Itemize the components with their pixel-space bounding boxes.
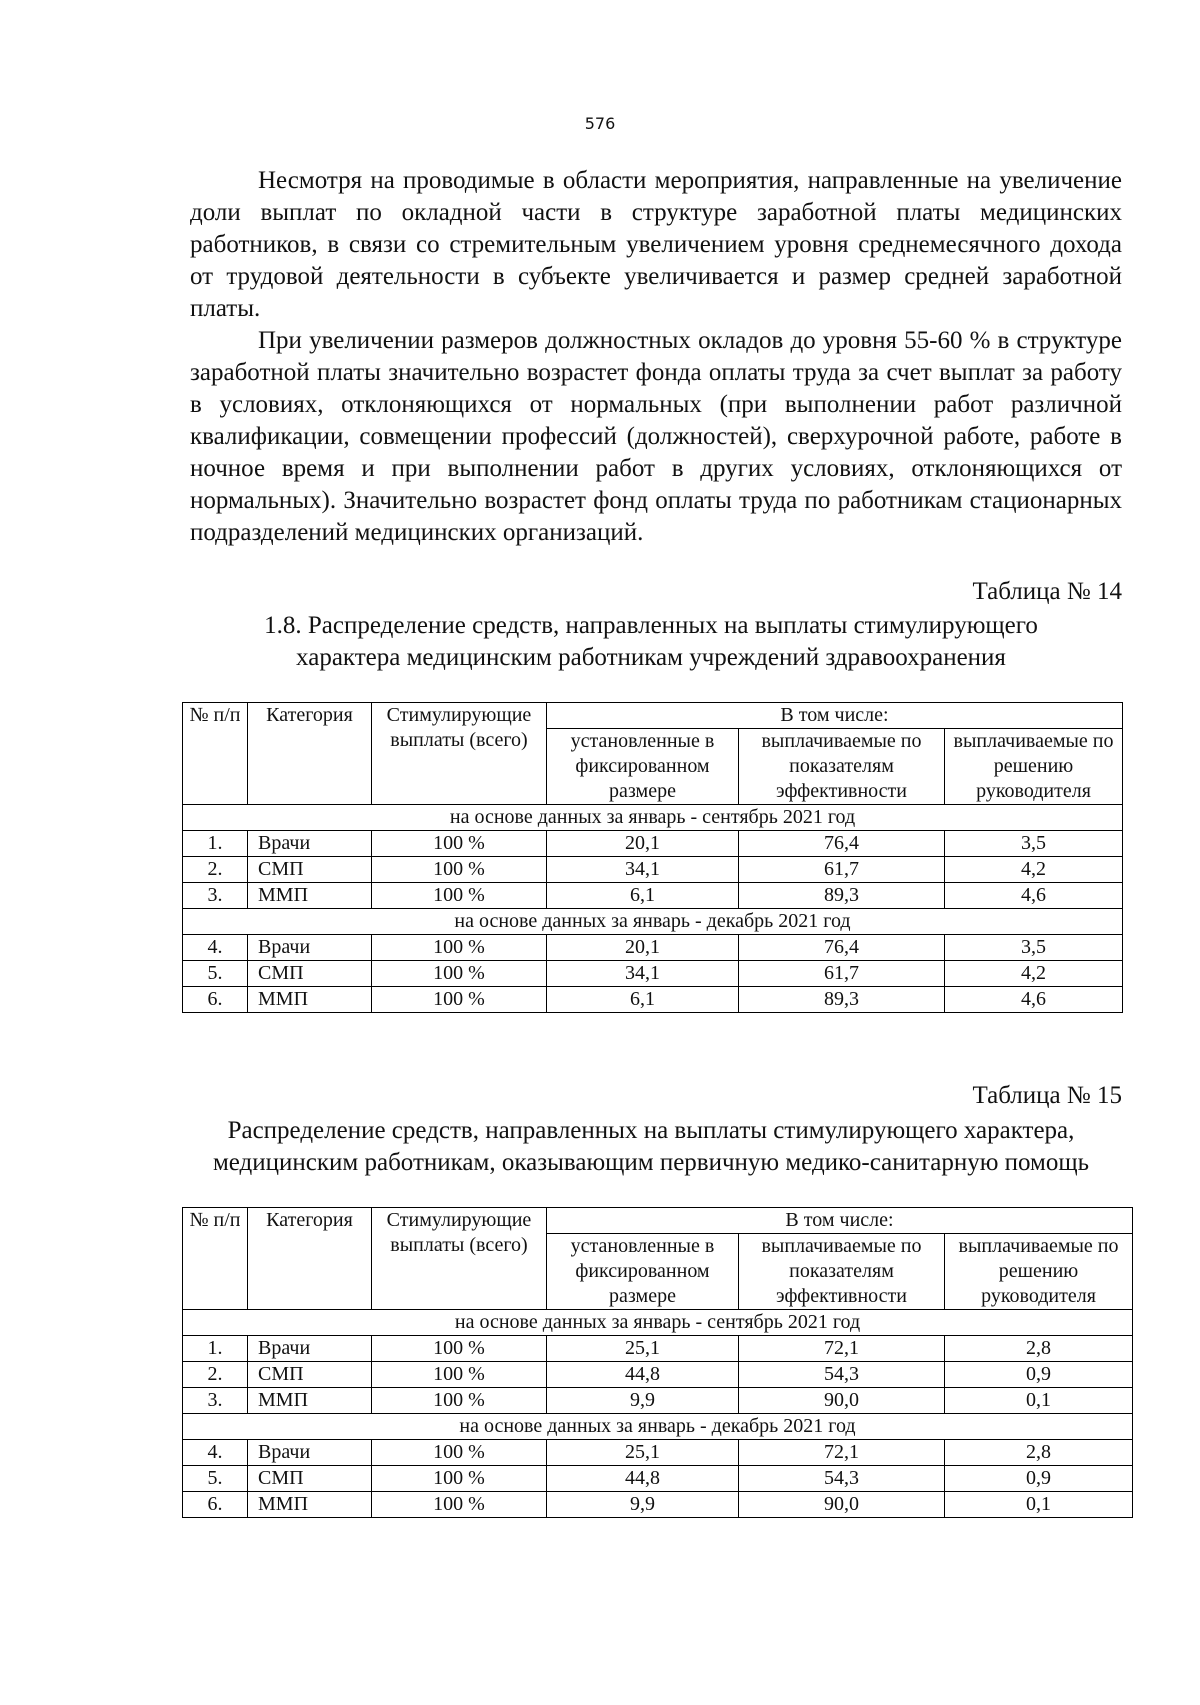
table-row [183, 1388, 1133, 1414]
cell-category: ММП [248, 883, 372, 909]
cell-total: 100 % [372, 883, 547, 909]
cell-efficiency: 54,3 [739, 1466, 945, 1492]
cell-manager: 3,5 [945, 935, 1123, 961]
cell-manager: 0,9 [945, 1362, 1133, 1388]
section-label: на основе данных за январь - декабрь 2021 год [183, 1414, 1133, 1440]
cell-fixed: 44,8 [547, 1466, 739, 1492]
cell-category: СМП [248, 857, 372, 883]
cell-fixed: 9,9 [547, 1492, 739, 1518]
table-15-number: Таблица № 15 [972, 1082, 1122, 1109]
section-label: на основе данных за январь - сентябрь 2021 год [183, 1310, 1133, 1336]
cell-total: 100 % [372, 935, 547, 961]
header-num: № п/п [183, 1208, 248, 1310]
cell-num: 3. [183, 883, 248, 909]
cell-num: 6. [183, 1492, 248, 1518]
header-efficiency: выплачиваемые по показателям эффективности [739, 729, 945, 805]
body-text [190, 165, 1122, 549]
cell-efficiency: 72,1 [739, 1336, 945, 1362]
table-row [183, 1492, 1133, 1518]
cell-manager: 0,9 [945, 1466, 1133, 1492]
cell-manager: 4,2 [945, 857, 1123, 883]
cell-manager: 0,1 [945, 1388, 1133, 1414]
cell-fixed: 25,1 [547, 1336, 739, 1362]
cell-fixed: 34,1 [547, 961, 739, 987]
cell-total: 100 % [372, 1362, 547, 1388]
table-row [183, 987, 1123, 1013]
header-including: В том числе: [547, 1208, 1133, 1234]
table-14 [182, 702, 1123, 1013]
cell-efficiency: 54,3 [739, 1362, 945, 1388]
cell-efficiency: 90,0 [739, 1492, 945, 1518]
cell-fixed: 25,1 [547, 1440, 739, 1466]
header-fixed: установленные в фиксированном размере [547, 1234, 739, 1310]
cell-fixed: 6,1 [547, 987, 739, 1013]
cell-manager: 3,5 [945, 831, 1123, 857]
cell-category: СМП [248, 1466, 372, 1492]
table-14-title-line-1: 1.8. Распределение средств, направленных на выплаты стимулирующего [264, 612, 1038, 639]
cell-num: 1. [183, 831, 248, 857]
cell-manager: 0,1 [945, 1492, 1133, 1518]
table-row [183, 857, 1123, 883]
table-14-title [180, 610, 1122, 674]
cell-fixed: 20,1 [547, 935, 739, 961]
table-15 [182, 1207, 1133, 1518]
cell-total: 100 % [372, 987, 547, 1013]
table-row [183, 1362, 1133, 1388]
cell-category: Врачи [248, 831, 372, 857]
cell-category: СМП [248, 961, 372, 987]
cell-num: 1. [183, 1336, 248, 1362]
table-row [183, 1440, 1133, 1466]
cell-efficiency: 76,4 [739, 935, 945, 961]
section-row [183, 805, 1123, 831]
cell-total: 100 % [372, 1388, 547, 1414]
cell-total: 100 % [372, 1336, 547, 1362]
header-efficiency: выплачиваемые по показателям эффективности [739, 1234, 945, 1310]
cell-total: 100 % [372, 831, 547, 857]
section-row [183, 909, 1123, 935]
page-number: 576 [584, 114, 616, 133]
cell-num: 5. [183, 1466, 248, 1492]
table-row [183, 935, 1123, 961]
section-label: на основе данных за январь - сентябрь 2021 год [183, 805, 1123, 831]
header-total: Стимулирующие выплаты (всего) [372, 1208, 547, 1310]
cell-num: 3. [183, 1388, 248, 1414]
cell-category: Врачи [248, 935, 372, 961]
cell-manager: 2,8 [945, 1336, 1133, 1362]
cell-category: СМП [248, 1362, 372, 1388]
header-num: № п/п [183, 703, 248, 805]
table-15-body [183, 1310, 1133, 1518]
table-row [183, 1336, 1133, 1362]
cell-total: 100 % [372, 1440, 547, 1466]
cell-category: ММП [248, 987, 372, 1013]
paragraph-2: При увеличении размеров должностных окладов до уровня 55-60 % в структуре заработной платы значительно возрастет фонда оплаты труда за счет выплат за работу в условиях, отклоняющихся от нормальных (при выполнении работ различной квалификации, совмещении профессий (должностей), сверхурочной работе, работе в ночное время и при выполнении работ в других условиях, отклоняющихся от нормальных). Значительно возрастет фонд оплаты труда по работникам стационарных подразделений медицинских организаций. [190, 327, 1122, 546]
cell-fixed: 34,1 [547, 857, 739, 883]
cell-manager: 2,8 [945, 1440, 1133, 1466]
section-row [183, 1310, 1133, 1336]
cell-manager: 4,6 [945, 987, 1123, 1013]
section-row [183, 1414, 1133, 1440]
cell-num: 2. [183, 857, 248, 883]
table-row [183, 883, 1123, 909]
header-manager: выплачиваемые по решению руководителя [945, 729, 1123, 805]
paragraph-1: Несмотря на проводимые в области мероприятия, направленные на увеличение доли выплат по окладной части в структуре заработной платы медицинских работников, в связи со стремительным увеличением уровня среднемесячного дохода от трудовой деятельности в субъекте увеличивается и размер средней заработной платы. [190, 167, 1122, 322]
table-15-title-line-2: медицинским работникам, оказывающим первичную медико-санитарную помощь [212, 1149, 1090, 1176]
cell-total: 100 % [372, 857, 547, 883]
table-14-number: Таблица № 14 [972, 578, 1122, 605]
header-category: Категория [248, 1208, 372, 1310]
header-category: Категория [248, 703, 372, 805]
cell-num: 4. [183, 1440, 248, 1466]
cell-fixed: 9,9 [547, 1388, 739, 1414]
section-label: на основе данных за январь - декабрь 2021 год [183, 909, 1123, 935]
table-15-title [180, 1115, 1122, 1179]
cell-efficiency: 72,1 [739, 1440, 945, 1466]
cell-category: ММП [248, 1388, 372, 1414]
cell-fixed: 44,8 [547, 1362, 739, 1388]
header-total: Стимулирующие выплаты (всего) [372, 703, 547, 805]
cell-num: 6. [183, 987, 248, 1013]
table-row [183, 831, 1123, 857]
cell-num: 2. [183, 1362, 248, 1388]
cell-manager: 4,2 [945, 961, 1123, 987]
table-14-title-line-2: характера медицинским работникам учреждений здравоохранения [296, 644, 1006, 671]
cell-total: 100 % [372, 1466, 547, 1492]
cell-category: Врачи [248, 1440, 372, 1466]
cell-category: ММП [248, 1492, 372, 1518]
cell-efficiency: 76,4 [739, 831, 945, 857]
cell-manager: 4,6 [945, 883, 1123, 909]
cell-efficiency: 89,3 [739, 987, 945, 1013]
table-15-title-line-1: Распределение средств, направленных на выплаты стимулирующего характера, [227, 1117, 1075, 1144]
cell-num: 4. [183, 935, 248, 961]
table-row [183, 1466, 1133, 1492]
header-including: В том числе: [547, 703, 1123, 729]
table-row [183, 961, 1123, 987]
cell-total: 100 % [372, 1492, 547, 1518]
cell-efficiency: 89,3 [739, 883, 945, 909]
cell-fixed: 20,1 [547, 831, 739, 857]
cell-efficiency: 61,7 [739, 961, 945, 987]
header-manager: выплачиваемые по решению руководителя [945, 1234, 1133, 1310]
table-14-body [183, 805, 1123, 1013]
cell-efficiency: 61,7 [739, 857, 945, 883]
cell-category: Врачи [248, 1336, 372, 1362]
cell-efficiency: 90,0 [739, 1388, 945, 1414]
header-fixed: установленные в фиксированном размере [547, 729, 739, 805]
cell-total: 100 % [372, 961, 547, 987]
cell-fixed: 6,1 [547, 883, 739, 909]
cell-num: 5. [183, 961, 248, 987]
